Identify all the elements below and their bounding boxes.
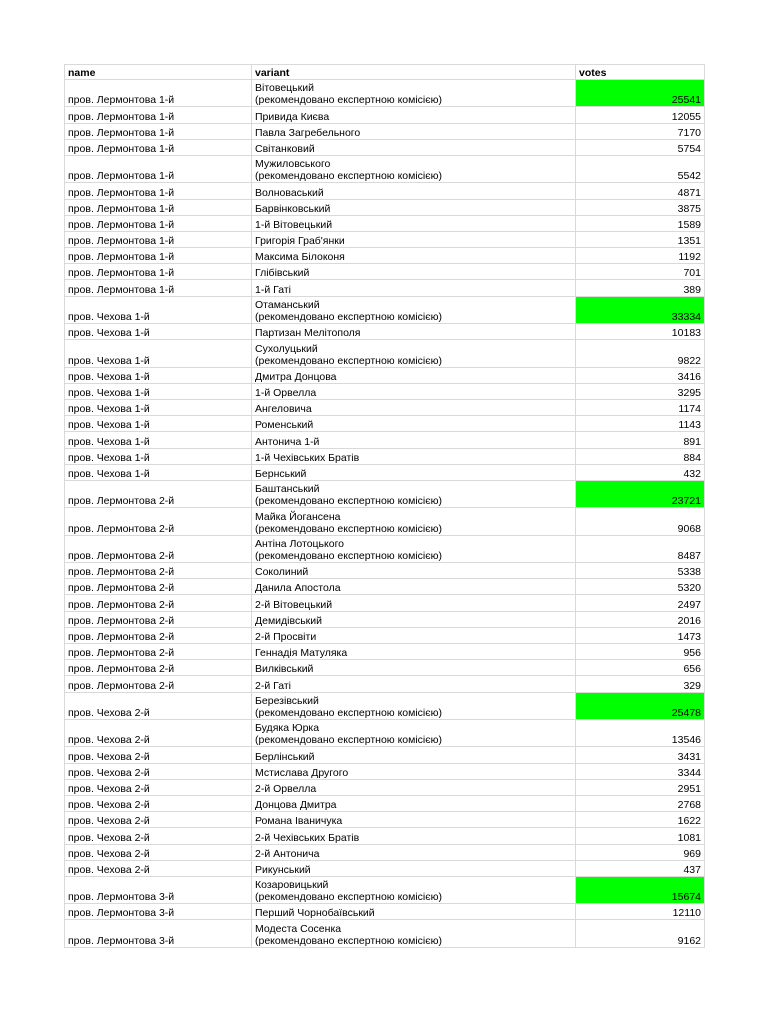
cell-name: пров. Лермонтова 2-й	[65, 595, 252, 611]
cell-name: пров. Чехова 2-й	[65, 860, 252, 876]
table-row	[65, 383, 705, 399]
variant-label: 2-й Вітовецький	[255, 598, 333, 611]
cell-votes: 9068	[576, 508, 705, 535]
variant-label: Модеста Сосенка	[255, 922, 342, 935]
cell-variant	[252, 264, 576, 280]
cell-variant	[252, 812, 576, 828]
cell-votes: 2497	[576, 595, 705, 611]
cell-name: пров. Чехова 1-й	[65, 432, 252, 448]
table-row	[65, 579, 705, 595]
table-row	[65, 563, 705, 579]
variant-label: 1-й Орвелла	[255, 387, 317, 399]
variant-label: Вітовецький	[255, 82, 314, 95]
table-row	[65, 720, 705, 747]
cell-variant	[252, 432, 576, 448]
variant-label: Мужиловського	[255, 158, 331, 171]
variant-label: Волноваський	[255, 186, 324, 199]
cell-variant	[252, 844, 576, 860]
variant-label: Рикунський	[255, 863, 311, 876]
cell-votes: 329	[576, 676, 705, 692]
cell-name: пров. Лермонтова 1-й	[65, 155, 252, 182]
cell-name: пров. Лермонтова 2-й	[65, 579, 252, 595]
table-row	[65, 432, 705, 448]
table-row	[65, 215, 705, 231]
cell-variant	[252, 779, 576, 795]
table-row	[65, 676, 705, 692]
cell-variant	[252, 563, 576, 579]
cell-name: пров. Чехова 2-й	[65, 720, 252, 747]
recommended-note: (рекомендовано експертною комісією)	[255, 550, 442, 563]
table-row	[65, 876, 705, 903]
variant-label: 1-й Гаті	[255, 283, 291, 296]
recommended-note: (рекомендовано експертною комісією)	[255, 170, 442, 183]
cell-name: пров. Лермонтова 1-й	[65, 248, 252, 264]
cell-variant	[252, 199, 576, 215]
header-votes: votes	[576, 65, 705, 80]
variant-label: Антонича 1-й	[255, 435, 320, 448]
cell-variant	[252, 367, 576, 383]
table-row	[65, 123, 705, 139]
table-row	[65, 904, 705, 920]
cell-variant	[252, 876, 576, 903]
cell-name: пров. Чехова 1-й	[65, 400, 252, 416]
variant-label: Максима Білоконя	[255, 251, 345, 264]
cell-votes: 1081	[576, 828, 705, 844]
variant-label: Сухолуцький	[255, 342, 318, 355]
variant-label: 1-й Вітовецький	[255, 218, 333, 231]
table-row	[65, 535, 705, 562]
cell-name: пров. Лермонтова 2-й	[65, 676, 252, 692]
variant-label: Барвінковський	[255, 202, 331, 215]
variant-label: Майка Йогансена	[255, 510, 341, 523]
recommended-note: (рекомендовано експертною комісією)	[255, 734, 442, 747]
cell-votes: 7170	[576, 123, 705, 139]
variant-label: Перший Чорнобаївський	[255, 907, 375, 920]
variant-label: 2-й Просвіти	[255, 631, 317, 644]
cell-votes: 3875	[576, 199, 705, 215]
cell-votes: 701	[576, 264, 705, 280]
variant-label: 2-й Гаті	[255, 679, 291, 692]
table-row	[65, 860, 705, 876]
table-row	[65, 595, 705, 611]
cell-votes: 3416	[576, 367, 705, 383]
cell-variant	[252, 107, 576, 123]
variant-label: Ангеловича	[255, 403, 312, 416]
cell-variant	[252, 904, 576, 920]
table-row	[65, 155, 705, 182]
cell-variant	[252, 660, 576, 676]
cell-variant	[252, 248, 576, 264]
cell-name: пров. Лермонтова 1-й	[65, 231, 252, 247]
table-row	[65, 107, 705, 123]
table-row	[65, 183, 705, 199]
cell-name: пров. Чехова 1-й	[65, 367, 252, 383]
cell-votes: 3431	[576, 747, 705, 763]
cell-name: пров. Лермонтова 2-й	[65, 563, 252, 579]
variant-label: 2-й Орвелла	[255, 782, 317, 795]
cell-variant	[252, 860, 576, 876]
cell-variant	[252, 231, 576, 247]
recommended-note: (рекомендовано експертною комісією)	[255, 707, 442, 719]
cell-votes-winner: 15674	[576, 876, 705, 903]
table-row	[65, 747, 705, 763]
cell-votes: 891	[576, 432, 705, 448]
variant-label: Данила Апостола	[255, 582, 341, 595]
cell-name: пров. Лермонтова 3-й	[65, 876, 252, 903]
cell-variant	[252, 595, 576, 611]
table-row	[65, 692, 705, 719]
table-row	[65, 920, 705, 947]
variant-label: Романа Іваничука	[255, 815, 343, 828]
variant-label: Бернський	[255, 467, 307, 480]
cell-variant	[252, 627, 576, 643]
table-row	[65, 828, 705, 844]
table-row	[65, 644, 705, 660]
variant-label: Вилківський	[255, 663, 314, 676]
variant-label: Березівський	[255, 695, 319, 707]
variant-label: Антіна Лотоцького	[255, 538, 345, 551]
cell-votes: 1174	[576, 400, 705, 416]
cell-name: пров. Лермонтова 1-й	[65, 80, 252, 107]
cell-votes-winner: 25478	[576, 692, 705, 719]
cell-votes: 389	[576, 280, 705, 296]
table-row	[65, 231, 705, 247]
table-row	[65, 480, 705, 507]
table-row	[65, 199, 705, 215]
cell-name: пров. Лермонтова 1-й	[65, 107, 252, 123]
cell-votes: 1192	[576, 248, 705, 264]
cell-variant	[252, 400, 576, 416]
cell-votes: 3344	[576, 763, 705, 779]
table-row	[65, 367, 705, 383]
cell-name: пров. Лермонтова 3-й	[65, 904, 252, 920]
cell-name: пров. Чехова 1-й	[65, 383, 252, 399]
cell-name: пров. Лермонтова 1-й	[65, 139, 252, 155]
cell-votes-winner: 23721	[576, 480, 705, 507]
table-row	[65, 844, 705, 860]
cell-variant	[252, 139, 576, 155]
variant-label: Дмитра Донцова	[255, 370, 337, 383]
variant-label: Берлінський	[255, 750, 315, 763]
cell-name: пров. Лермонтова 2-й	[65, 508, 252, 535]
variant-label: Козаровицький	[255, 879, 329, 892]
cell-votes: 656	[576, 660, 705, 676]
cell-variant	[252, 324, 576, 340]
cell-name: пров. Лермонтова 1-й	[65, 199, 252, 215]
cell-votes: 1473	[576, 627, 705, 643]
cell-name: пров. Чехова 2-й	[65, 795, 252, 811]
cell-variant	[252, 80, 576, 107]
cell-votes: 432	[576, 464, 705, 480]
table-row	[65, 763, 705, 779]
cell-variant	[252, 215, 576, 231]
cell-votes: 1622	[576, 812, 705, 828]
table-row	[65, 627, 705, 643]
recommended-note: (рекомендовано експертною комісією)	[255, 522, 442, 535]
variant-label: Глібівський	[255, 267, 310, 280]
cell-name: пров. Лермонтова 2-й	[65, 644, 252, 660]
recommended-note: (рекомендовано експертною комісією)	[255, 934, 442, 947]
cell-name: пров. Лермонтова 2-й	[65, 480, 252, 507]
cell-name: пров. Лермонтова 2-й	[65, 660, 252, 676]
cell-name: пров. Лермонтова 1-й	[65, 183, 252, 199]
variant-label: 1-й Чехівських Братів	[255, 451, 360, 464]
variant-label: Отаманський	[255, 299, 320, 312]
table-row	[65, 264, 705, 280]
cell-variant	[252, 535, 576, 562]
cell-name: пров. Чехова 1-й	[65, 416, 252, 432]
variant-label: Геннадія Матуляка	[255, 647, 348, 660]
recommended-note: (рекомендовано експертною комісією)	[255, 891, 442, 904]
cell-votes: 5754	[576, 139, 705, 155]
table-row	[65, 340, 705, 367]
cell-variant	[252, 280, 576, 296]
cell-votes: 5320	[576, 579, 705, 595]
cell-name: пров. Лермонтова 2-й	[65, 627, 252, 643]
table-row	[65, 80, 705, 107]
table-row	[65, 400, 705, 416]
cell-variant	[252, 692, 576, 719]
cell-variant	[252, 720, 576, 747]
cell-votes: 437	[576, 860, 705, 876]
cell-name: пров. Лермонтова 2-й	[65, 611, 252, 627]
variant-label: 2-й Антонича	[255, 847, 320, 860]
recommended-note: (рекомендовано експертною комісією)	[255, 311, 442, 324]
cell-variant	[252, 155, 576, 182]
table-row	[65, 660, 705, 676]
recommended-note: (рекомендовано експертною комісією)	[255, 495, 442, 508]
variant-label: Григорія Граб'янки	[255, 235, 345, 248]
cell-variant	[252, 340, 576, 367]
cell-variant	[252, 644, 576, 660]
cell-variant	[252, 508, 576, 535]
table-row	[65, 779, 705, 795]
cell-variant	[252, 480, 576, 507]
table-row	[65, 324, 705, 340]
cell-votes: 3295	[576, 383, 705, 399]
cell-votes: 2016	[576, 611, 705, 627]
cell-variant	[252, 464, 576, 480]
cell-name: пров. Лермонтова 1-й	[65, 123, 252, 139]
table-row	[65, 795, 705, 811]
cell-votes-winner: 25541	[576, 80, 705, 107]
table-row	[65, 464, 705, 480]
variant-label: Павла Загребельного	[255, 126, 361, 139]
variant-label: Привида Києва	[255, 110, 330, 123]
cell-name: пров. Чехова 1-й	[65, 340, 252, 367]
variant-label: 2-й Чехівських Братів	[255, 831, 360, 844]
votes-table	[64, 64, 705, 948]
cell-variant	[252, 448, 576, 464]
variant-label: Баштанський	[255, 483, 320, 496]
table-row	[65, 139, 705, 155]
cell-name: пров. Чехова 2-й	[65, 844, 252, 860]
cell-votes: 2951	[576, 779, 705, 795]
header-row	[65, 65, 705, 80]
table-row	[65, 508, 705, 535]
header-variant: variant	[252, 65, 576, 80]
table-row	[65, 280, 705, 296]
table-row	[65, 611, 705, 627]
cell-votes: 8487	[576, 535, 705, 562]
cell-variant	[252, 676, 576, 692]
table-body	[65, 80, 705, 948]
cell-name: пров. Чехова 2-й	[65, 779, 252, 795]
cell-votes: 2768	[576, 795, 705, 811]
cell-variant	[252, 828, 576, 844]
cell-votes: 4871	[576, 183, 705, 199]
cell-votes: 1589	[576, 215, 705, 231]
variant-label: Будяка Юрка	[255, 722, 320, 735]
cell-votes: 9822	[576, 340, 705, 367]
variant-label: Партизан Мелітополя	[255, 327, 361, 340]
cell-variant	[252, 795, 576, 811]
recommended-note: (рекомендовано експертною комісією)	[255, 94, 442, 107]
cell-name: пров. Чехова 2-й	[65, 828, 252, 844]
table-row	[65, 448, 705, 464]
cell-name: пров. Чехова 2-й	[65, 763, 252, 779]
cell-votes: 9162	[576, 920, 705, 947]
cell-votes: 884	[576, 448, 705, 464]
cell-name: пров. Чехова 2-й	[65, 747, 252, 763]
variant-label: Світанковий	[255, 142, 315, 155]
cell-name: пров. Чехова 1-й	[65, 324, 252, 340]
cell-votes: 5542	[576, 155, 705, 182]
variant-label: Роменський	[255, 419, 314, 432]
cell-votes-winner: 33334	[576, 296, 705, 323]
cell-votes: 1351	[576, 231, 705, 247]
cell-variant	[252, 383, 576, 399]
cell-votes: 1143	[576, 416, 705, 432]
table-row	[65, 416, 705, 432]
cell-variant	[252, 123, 576, 139]
cell-votes: 5338	[576, 563, 705, 579]
cell-variant	[252, 416, 576, 432]
table-row	[65, 812, 705, 828]
cell-name: пров. Лермонтова 1-й	[65, 280, 252, 296]
recommended-note: (рекомендовано експертною комісією)	[255, 354, 442, 367]
cell-name: пров. Чехова 1-й	[65, 464, 252, 480]
table-row	[65, 296, 705, 323]
cell-variant	[252, 296, 576, 323]
cell-variant	[252, 763, 576, 779]
variant-label: Мстислава Другого	[255, 766, 349, 779]
cell-name: пров. Чехова 1-й	[65, 448, 252, 464]
cell-variant	[252, 183, 576, 199]
cell-name: пров. Чехова 1-й	[65, 296, 252, 323]
cell-name: пров. Лермонтова 3-й	[65, 920, 252, 947]
table-row	[65, 248, 705, 264]
cell-variant	[252, 747, 576, 763]
variant-label: Донцова Дмитра	[255, 799, 337, 812]
cell-name: пров. Лермонтова 2-й	[65, 535, 252, 562]
cell-votes: 12110	[576, 904, 705, 920]
cell-votes: 10183	[576, 324, 705, 340]
cell-name: пров. Лермонтова 1-й	[65, 215, 252, 231]
variant-label: Соколиний	[255, 566, 309, 579]
cell-name: пров. Чехова 2-й	[65, 692, 252, 719]
cell-variant	[252, 579, 576, 595]
header-name: name	[65, 65, 252, 80]
cell-variant	[252, 920, 576, 947]
cell-name: пров. Лермонтова 1-й	[65, 264, 252, 280]
cell-votes: 12055	[576, 107, 705, 123]
variant-label: Демидівський	[255, 614, 322, 627]
cell-votes: 956	[576, 644, 705, 660]
cell-votes: 969	[576, 844, 705, 860]
cell-name: пров. Чехова 2-й	[65, 812, 252, 828]
cell-variant	[252, 611, 576, 627]
cell-votes: 13546	[576, 720, 705, 747]
